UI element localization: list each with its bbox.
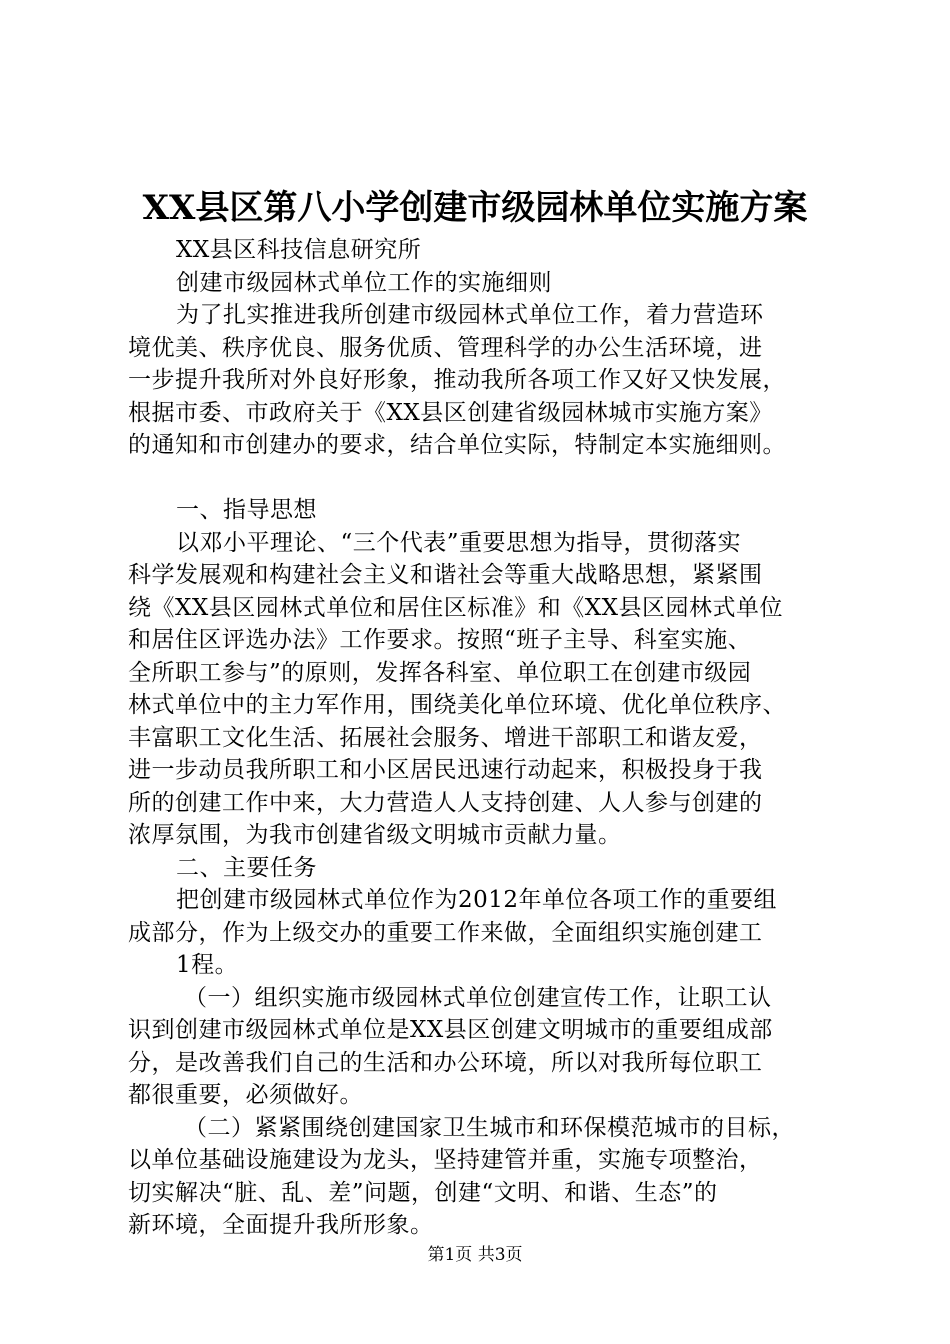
body-text-line: 和居住区评选办法》工作要求。按照“班子主导、科室实施、 [128, 627, 752, 653]
blank-line [128, 462, 848, 495]
body-text-line: （一）组织实施市级园林式单位创建宣传工作，让职工认 [184, 984, 772, 1011]
document-title: XX县区第八小学创建市级园林单位实施方案 [142, 188, 808, 228]
page-footer: 第1页 共3页 [427, 1245, 523, 1265]
body-text-line: 林式单位中的主力军作用，围绕美化单位环境、优化单位秩序、 [128, 692, 786, 718]
body-text-line: 根据市委、市政府关于《XX县区创建省级园林城市实施方案》 [128, 399, 773, 426]
body-text-line: 一步提升我所对外良好形象，推动我所各项工作又好又快发展， [128, 367, 786, 393]
body-text-line: 的通知和市创建办的要求，结合单位实际，特制定本实施细则。 [128, 432, 786, 458]
body-text-line: 所的创建工作中来，大力营造人人支持创建、人人参与创建的 [128, 789, 763, 816]
body-text-line: 以单位基础设施建设为龙头，坚持建管并重，实施专项整治， [128, 1147, 763, 1173]
body-text-line: 境优美、秩序优良、服务优质、管理科学的办公生活环境，进 [128, 334, 763, 361]
body-text-line: 成部分，作为上级交办的重要工作来做，全面组织实施创建工 [128, 919, 763, 946]
body-text-line: 分，是改善我们自己的生活和办公环境，所以对我所每位职工 [128, 1049, 763, 1076]
body-text-line: 切实解决“脏、乱、差”问题，创建“文明、和谐、生态”的 [128, 1179, 718, 1206]
body-text-line: 浓厚氛围，为我市创建省级文明城市贡献力量。 [128, 822, 622, 848]
document-body [128, 234, 848, 1242]
body-text-line: 新环境，全面提升我所形象。 [128, 1212, 434, 1238]
body-text-line: 一、指导思想 [176, 497, 317, 523]
body-text-line: 都很重要，必须做好。 [128, 1082, 363, 1108]
body-text-line: 把创建市级园林式单位作为2012年单位各项工作的重要组 [176, 887, 778, 913]
body-text-line: 识到创建市级园林式单位是XX县区创建文明城市的重要组成部 [128, 1017, 773, 1043]
body-text-line: 丰富职工文化生活、拓展社会服务、增进干部职工和谐友爱， [128, 724, 763, 751]
body-text-line: 全所职工参与”的原则，发挥各科室、单位职工在创建市级园 [128, 659, 752, 686]
body-text-line: （二）紧紧围绕创建国家卫生城市和环保模范城市的目标， [184, 1114, 795, 1141]
body-text-line: 二、主要任务 [176, 854, 317, 881]
body-text-line: 绕《XX县区园林式单位和居住区标准》和《XX县区园林式单位 [128, 594, 783, 621]
body-text-line: 进一步动员我所职工和小区居民迅速行动起来，积极投身于我 [128, 757, 763, 783]
body-text-line: XX县区科技信息研究所 [176, 237, 422, 263]
body-text-line: 1程。 [176, 952, 239, 978]
body-text-line: 为了扎实推进我所创建市级园林式单位工作，着力营造环 [176, 302, 764, 328]
body-text-line: 科学发展观和构建社会主义和谐社会等重大战略思想，紧紧围 [128, 562, 763, 588]
body-text-line: 以邓小平理论、“三个代表”重要思想为指导，贯彻落实 [176, 529, 742, 556]
body-text-line: 创建市级园林式单位工作的实施细则 [176, 269, 552, 296]
